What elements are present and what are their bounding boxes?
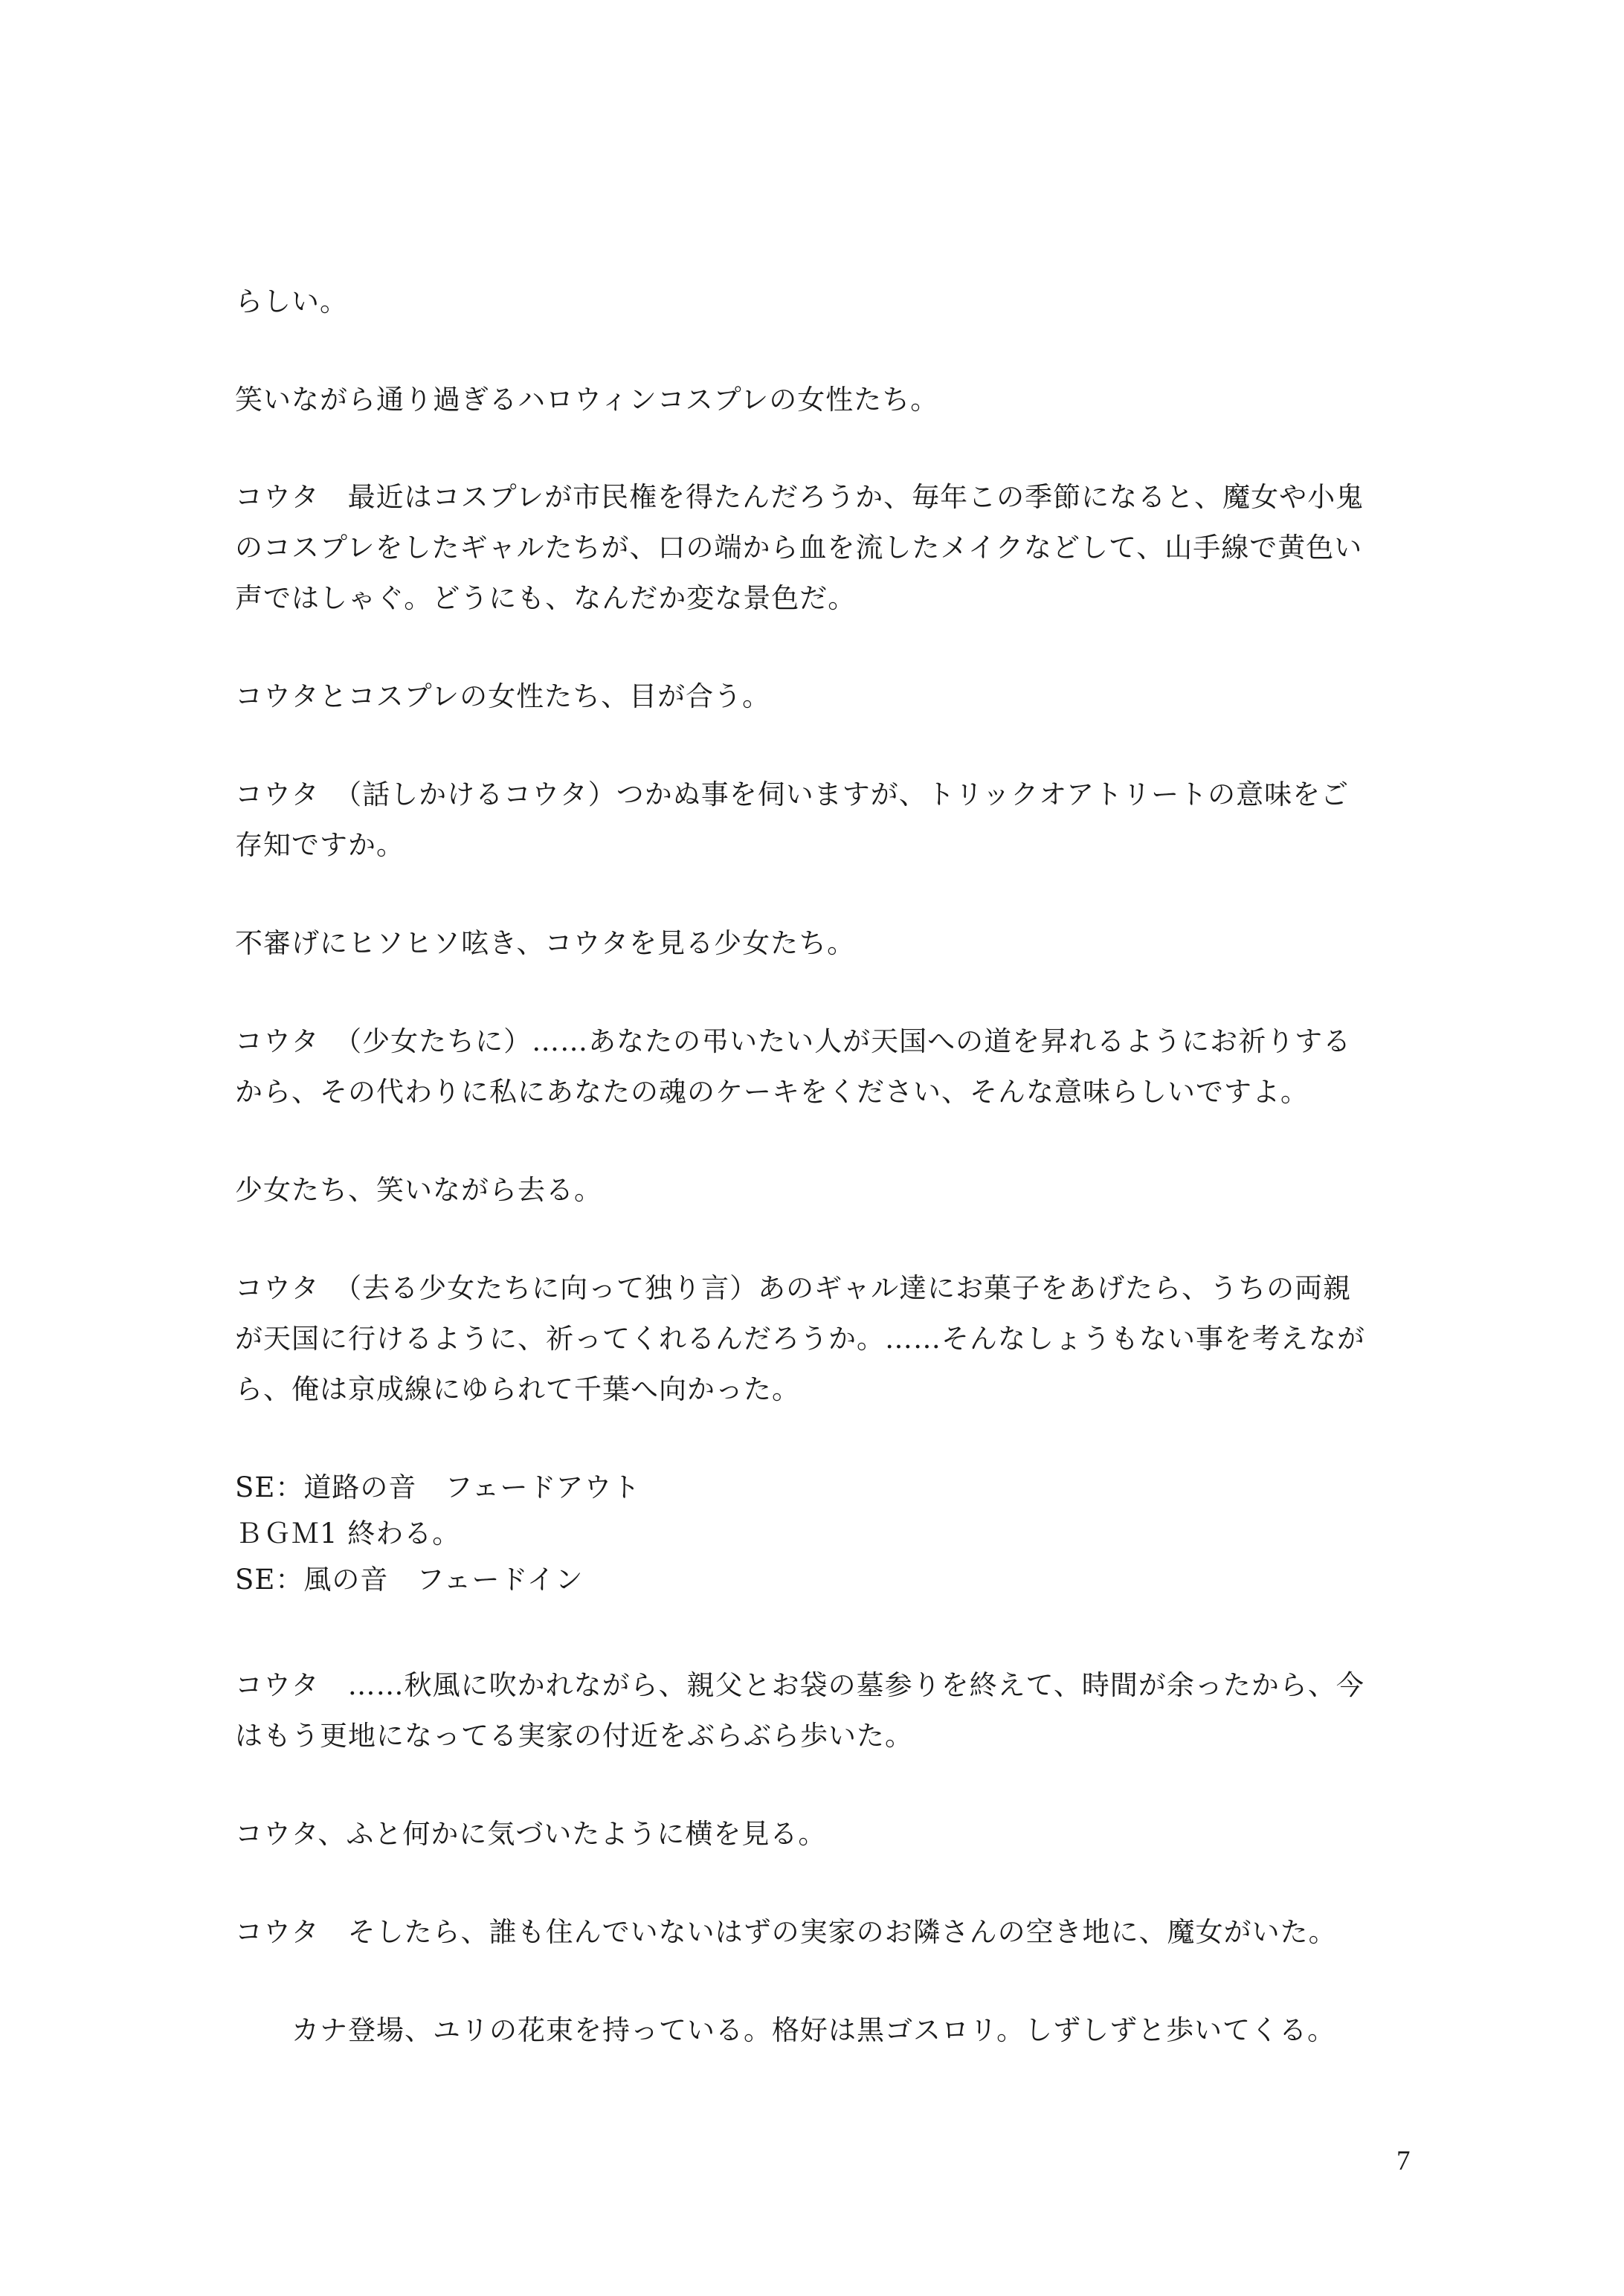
page-number: 7 xyxy=(1396,2146,1411,2176)
sound-cue: ＢＧＭ1 終わる。 xyxy=(235,1518,461,1550)
sound-cue: SE：道路の音 フェードアウト xyxy=(235,1471,641,1503)
dialogue-line: コウタ そしたら、誰も住んでいないはずの実家のお隣さんの空き地に、魔女がいた。 xyxy=(235,1916,1337,1948)
text-line: らしい。 xyxy=(235,286,348,317)
dialogue-line: 声ではしゃぐ。どうにも、なんだか変な景色だ。 xyxy=(235,582,857,614)
dialogue-line: ら、俺は京成線にゆられて千葉へ向かった。 xyxy=(235,1373,800,1405)
dialogue-line: コウタ （去る少女たちに向って独り言）あのギャル達にお菓子をあげたら、うちの両親 xyxy=(235,1272,1352,1304)
stage-direction: 笑いながら通り過ぎるハロウィンコスプレの女性たち。 xyxy=(235,384,939,416)
dialogue-line: のコスプレをしたギャルたちが、口の端から血を流したメイクなどして、山手線で黄色い xyxy=(235,532,1363,564)
sound-cue: SE：風の音 フェードイン xyxy=(235,1564,584,1596)
stage-direction: カナ登場、ユリの花束を持っている。格好は黒ゴスロリ。しずしずと歩いてくる。 xyxy=(291,2014,1336,2046)
dialogue-line: コウタ ……秋風に吹かれながら、親父とお袋の墓参りを終えて、時間が余ったから、今 xyxy=(235,1669,1364,1701)
dialogue-line: から、その代わりに私にあなたの魂のケーキをください、そんな意味らしいですよ。 xyxy=(235,1076,1309,1108)
dialogue-line: コウタ 最近はコスプレが市民権を得たんだろうか、毎年この季節になると、魔女や小鬼 xyxy=(235,481,1364,513)
stage-direction: 少女たち、笑いながら去る。 xyxy=(235,1174,602,1206)
stage-direction: コウタ、ふと何かに気づいたように横を見る。 xyxy=(235,1818,827,1850)
dialogue-line: コウタ （少女たちに）……あなたの弔いたい人が天国への道を昇れるようにお祈りする xyxy=(235,1025,1352,1057)
stage-direction: 不審げにヒソヒソ呟き、コウタを見る少女たち。 xyxy=(235,927,856,959)
dialogue-line: が天国に行けるように、祈ってくれるんだろうか。……そんなしょうもない事を考えなが xyxy=(235,1323,1365,1355)
dialogue-line: はもう更地になってる実家の付近をぶらぶら歩いた。 xyxy=(235,1720,913,1752)
stage-direction: コウタとコスプレの女性たち、目が合う。 xyxy=(235,680,771,712)
dialogue-line: 存知ですか。 xyxy=(235,829,405,861)
dialogue-line: コウタ （話しかけるコウタ）つかぬ事を伺いますが、トリックオアトリートの意味をご xyxy=(235,778,1350,810)
